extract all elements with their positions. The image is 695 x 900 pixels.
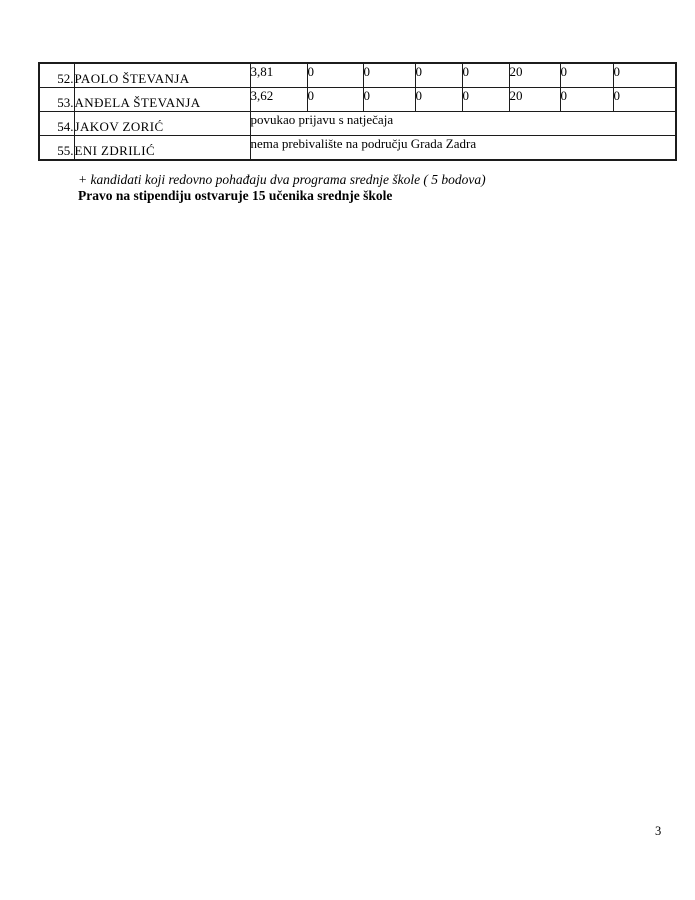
score-cell: 0 [415, 63, 462, 88]
candidate-name: JAKOV ZORIĆ [74, 112, 250, 136]
score-cell: 0 [560, 63, 613, 88]
score-cell: 3,62 [250, 88, 307, 112]
table-row [39, 136, 676, 161]
row-number: 53. [39, 88, 74, 112]
score-cell: 0 [462, 63, 509, 88]
row-number: 52. [39, 63, 74, 88]
score-cell: 0 [415, 88, 462, 112]
score-cell: 0 [560, 88, 613, 112]
score-cell: 3,81 [250, 63, 307, 88]
score-cell: 0 [613, 63, 676, 88]
score-cell: 20 [509, 63, 560, 88]
status-note: povukao prijavu s natječaja [250, 112, 676, 136]
score-cell: 0 [307, 88, 363, 112]
score-cell: 0 [613, 88, 676, 112]
candidate-results-table [38, 62, 677, 161]
candidate-name: PAOLO ŠTEVANJA [74, 63, 250, 88]
score-cell: 0 [307, 63, 363, 88]
candidate-name: ANĐELA ŠTEVANJA [74, 88, 250, 112]
table-row [39, 63, 676, 88]
footnote-plus-candidates: + kandidati koji redovno pohađaju dva programa srednje škole ( 5 bodova) [78, 172, 486, 187]
row-number: 54. [39, 112, 74, 136]
table-row [39, 88, 676, 112]
score-cell: 0 [363, 88, 415, 112]
score-cell: 0 [363, 63, 415, 88]
footnote-scholarship-summary: Pravo na stipendiju ostvaruje 15 učenika srednje škole [78, 188, 393, 203]
page-number: 3 [655, 824, 662, 838]
table-row [39, 112, 676, 136]
status-note: nema prebivalište na području Grada Zadra [250, 136, 676, 161]
candidate-name: ENI ZDRILIĆ [74, 136, 250, 161]
score-cell: 20 [509, 88, 560, 112]
score-cell: 0 [462, 88, 509, 112]
row-number: 55. [39, 136, 74, 161]
